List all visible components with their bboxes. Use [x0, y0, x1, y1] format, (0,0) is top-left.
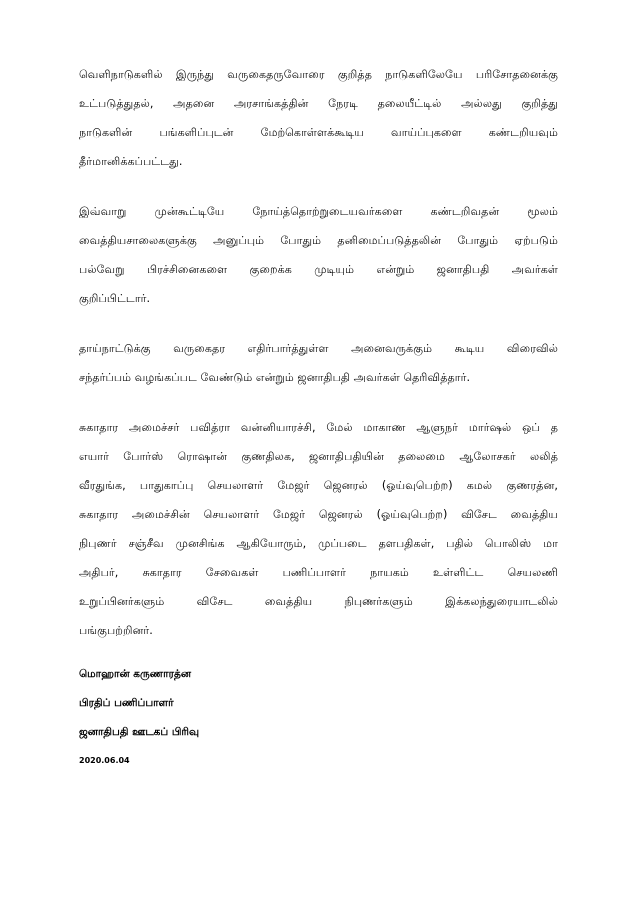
document-date: 2020.06.04 [79, 756, 130, 765]
paragraph-line: அதிபர், சுகாதார சேவைகள் பணிப்பாளர் நாயகம் உள்ளிட்ட செயலணி [79, 566, 558, 579]
paragraph-line: நிபுணர் சஞ்சீவ முனசிங்க ஆகியோரும், முப்படை தளபதிகள், பதில் பொலிஸ் மா [79, 537, 558, 550]
paragraph [79, 197, 558, 313]
signature-block [79, 666, 558, 769]
paragraph-line: பல்வேறு பிரச்சினைகளை குறைக்க முடியும் என்றும் ஜனாதிபதி அவர்கள் [79, 263, 558, 276]
paragraph-line: சுகாதார அமைச்சின் செயலாளர் மேஜர் ஜெனரல் (ஓய்வுபெற்ற) விசேட வைத்திய [79, 508, 558, 521]
signature-name: மொஹான் கருணாரத்ன [79, 668, 192, 680]
paragraph-line: உறுப்பினர்களும் விசேட வைத்திய நிபுணர்களும் இக்கலந்துரையாடலில் [79, 595, 558, 608]
paragraph-line: எயார் போர்ஸ் ரொஷான் குணதிலக, ஜனாதிபதியின் தலைமை ஆலோசகர் லலித் [79, 450, 558, 463]
paragraph-line: குறிப்பிட்டார். [79, 292, 151, 305]
paragraph [79, 334, 558, 392]
paragraph-line: வைத்தியசாலைகளுக்கு அனுப்பும் போதும் தனிமைப்படுத்தலின் போதும் ஏற்படும் [79, 234, 558, 247]
paragraph-line: தீர்மானிக்கப்பட்டது. [79, 155, 183, 168]
paragraph-line: பங்குபற்றினர். [79, 624, 153, 637]
paragraph-line: உட்படுத்துதல், அதனை அரசாங்கத்தின் நேரடி தலையீட்டில் அல்லது குறித்து [79, 97, 558, 110]
paragraph-line: சந்தர்ப்பம் வழங்கப்பட வேண்டும் என்றும் ஜனாதிபதி அவர்கள் தெரிவித்தார். [79, 371, 471, 384]
paragraph-line: தாய்நாட்டுக்கு வருகைதர எதிர்பார்த்துள்ள அனைவருக்கும் கூடிய விரைவில் [79, 342, 558, 355]
paragraph-line: நாடுகளின் பங்களிப்புடன் மேற்கொள்ளக்கூடிய வாய்ப்புகளை கண்டறியவும் [79, 126, 558, 139]
paragraph-line: இவ்வாறு முன்கூட்டியே நோய்த்தொற்றுடையவர்களை கண்டறிவதன் மூலம் [79, 205, 558, 218]
paragraph [79, 413, 558, 645]
paragraph-line: வெளிநாடுகளில் இருந்து வருகைதருவோரை குறித்த நாடுகளிலேயே பரிசோதனைக்கு [79, 68, 558, 81]
paragraph-line: வீரதுங்க, பாதுகாப்பு செயலாளர் மேஜர் ஜெனரல் (ஓய்வுபெற்ற) கமல் குணரத்ன, [79, 479, 558, 492]
signature-title: பிரதிப் பணிப்பாளர் [79, 697, 174, 709]
paragraph-line: சுகாதார அமைச்சர் பவித்ரா வன்னியாரச்சி, மேல் மாகாண ஆளுநர் மார்ஷல் ஒப் த [79, 421, 558, 434]
document-body [79, 60, 558, 645]
signature-office: ஜனாதிபதி ஊடகப் பிரிவு [79, 726, 200, 738]
paragraph [79, 60, 558, 176]
